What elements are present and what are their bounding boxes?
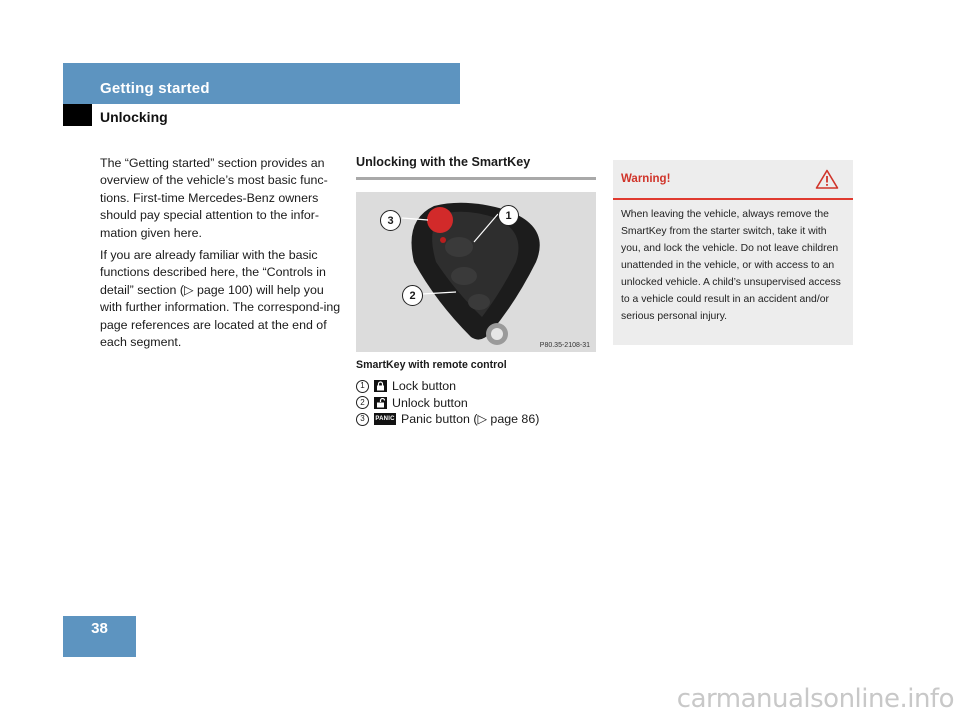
button-list	[356, 378, 596, 428]
list-item-panic	[356, 411, 596, 428]
smartkey-section	[356, 155, 596, 428]
heading-rule	[356, 177, 596, 180]
warning-title: Warning!	[621, 173, 671, 185]
photo-caption: SmartKey with remote control	[356, 359, 507, 371]
intro-column	[100, 155, 342, 356]
watermark: carmanualsonline.info	[676, 684, 954, 714]
smartkey-photo	[356, 192, 596, 352]
unlock-icon	[374, 397, 387, 409]
intro-paragraph-2: If you are already familiar with the basic functions described here, the “Controls in detail” section (▷ page 100) will help you with further information. The correspond-ing page references are located at the end of each segment.	[100, 248, 341, 350]
subsection-title: Unlocking	[100, 109, 168, 125]
item-number: 1	[356, 380, 369, 393]
header-marker	[63, 104, 92, 126]
lock-icon	[374, 380, 387, 392]
callout-3: 3	[380, 210, 401, 231]
item-label: Panic button (▷ page 86)	[401, 412, 540, 426]
warning-triangle-icon	[815, 169, 839, 194]
image-code: P80.35-2108-31	[539, 342, 590, 349]
warning-box	[613, 160, 853, 345]
warning-header	[613, 160, 853, 200]
list-item-unlock	[356, 395, 596, 412]
intro-paragraph-1: The “Getting started” section provides an overview of the vehicle’s most basic func-tions. First-time Mercedes-Benz owners should pay special attention to the infor-mation given here.	[100, 156, 328, 240]
item-number: 2	[356, 396, 369, 409]
item-label: Lock button	[392, 379, 457, 393]
warning-text: When leaving the vehicle, always remove the SmartKey from the starter switch, take it with you, and lock the vehicle. Do not leave children unattended in the vehicle, or with access to an unlocked vehicle. A child’s unsupervised access to a vehicle could result in an accident and/or serious personal injury.	[621, 209, 841, 322]
section-title: Getting started	[100, 80, 210, 97]
list-item-lock	[356, 378, 596, 395]
item-label: Unlock button	[392, 395, 468, 410]
page-number: 38	[91, 620, 108, 637]
item-number: 3	[356, 413, 369, 426]
callout-1: 1	[498, 205, 519, 226]
smartkey-heading: Unlocking with the SmartKey	[356, 155, 531, 169]
panic-icon: PANIC	[374, 413, 396, 425]
callout-2: 2	[402, 285, 423, 306]
